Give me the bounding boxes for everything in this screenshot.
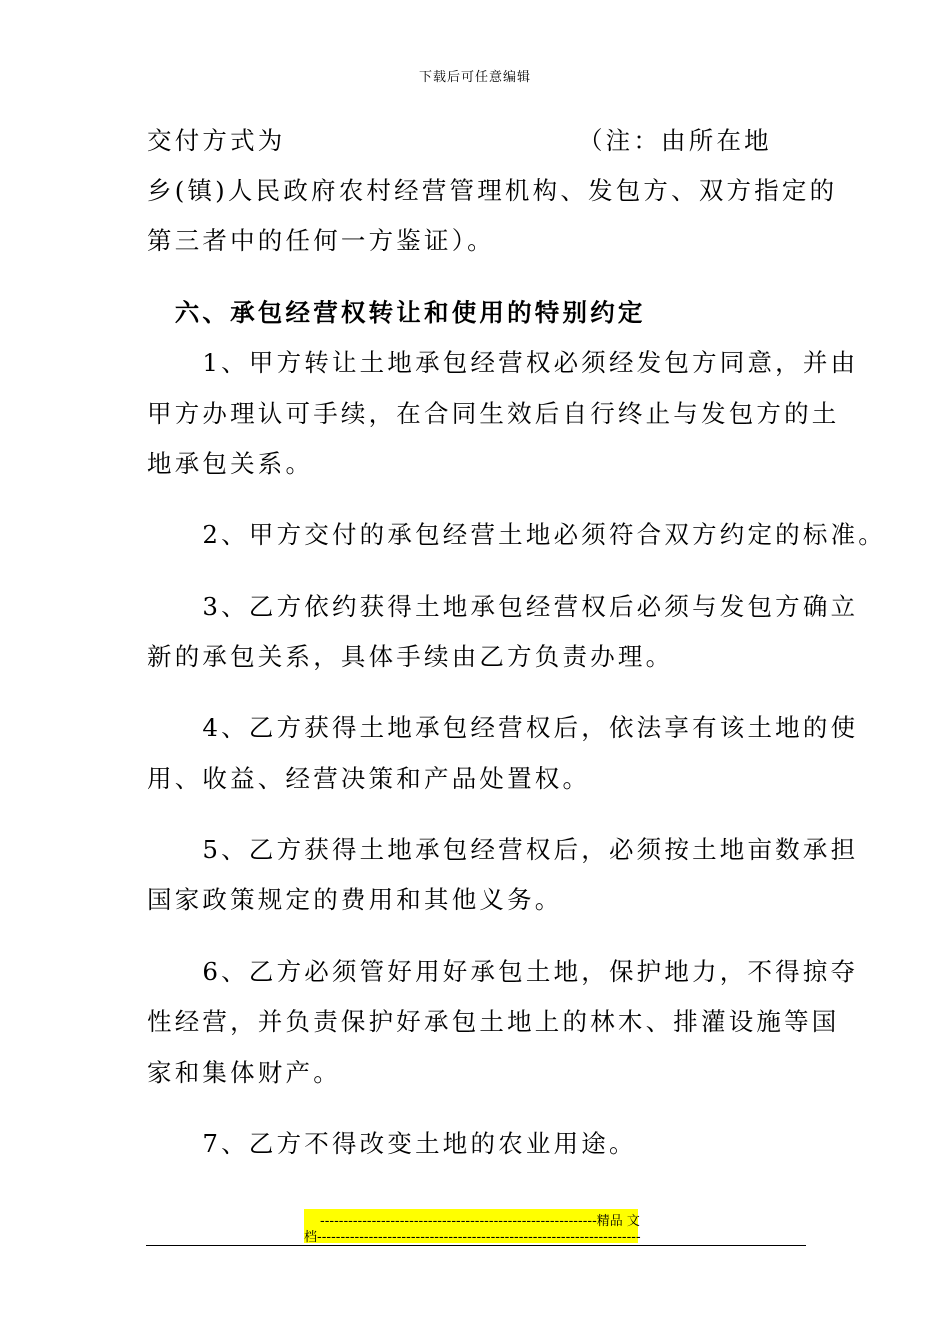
body-line: 国家政策规定的费用和其他义务。 bbox=[147, 885, 563, 914]
body-line: 地承包关系。 bbox=[147, 449, 314, 478]
body-line: 性经营，并负责保护好承包土地上的林木、排灌设施等国 bbox=[147, 1007, 840, 1036]
footer-text: 档--------------------------------------------------------------------- bbox=[304, 1230, 641, 1245]
body-line: 5、乙方获得土地承包经营权后，必须按土地亩数承担 bbox=[147, 835, 859, 864]
section-heading: 六、承包经营权转让和使用的特别约定 bbox=[147, 298, 646, 327]
body-line: 乡(镇)人民政府农村经营管理机构、发包方、双方指定的 bbox=[147, 176, 838, 205]
body-line: 7、乙方不得改变土地的农业用途。 bbox=[147, 1129, 637, 1158]
body-line: 家和集体财产。 bbox=[147, 1058, 341, 1087]
body-line: 新的承包关系，具体手续由乙方负责办理。 bbox=[147, 642, 674, 671]
body-line: 甲方办理认可手续，在合同生效后自行终止与发包方的土 bbox=[147, 399, 840, 428]
body-line: 第三者中的任何一方鉴证）。 bbox=[147, 226, 495, 255]
body-line: 3、乙方依约获得土地承包经营权后必须与发包方确立 bbox=[147, 592, 859, 621]
body-line: 用、收益、经营决策和产品处置权。 bbox=[147, 764, 591, 793]
footer-rule bbox=[146, 1245, 806, 1246]
body-line: 交付方式为 （注：由所在地 bbox=[147, 126, 772, 155]
body-line: 1、甲方转让土地承包经营权必须经发包方同意，并由 bbox=[147, 348, 859, 377]
body-line: 6、乙方必须管好用好承包土地，保护地力，不得掠夺 bbox=[147, 957, 859, 986]
page-header: 下载后可任意编辑 bbox=[418, 70, 531, 85]
body-line: 4、乙方获得土地承包经营权后，依法享有该土地的使 bbox=[147, 713, 859, 742]
body-line: 2、甲方交付的承包经营土地必须符合双方约定的标准。 bbox=[147, 520, 886, 549]
footer-text: -----------------------------------------------------------精品 文 bbox=[320, 1214, 640, 1229]
